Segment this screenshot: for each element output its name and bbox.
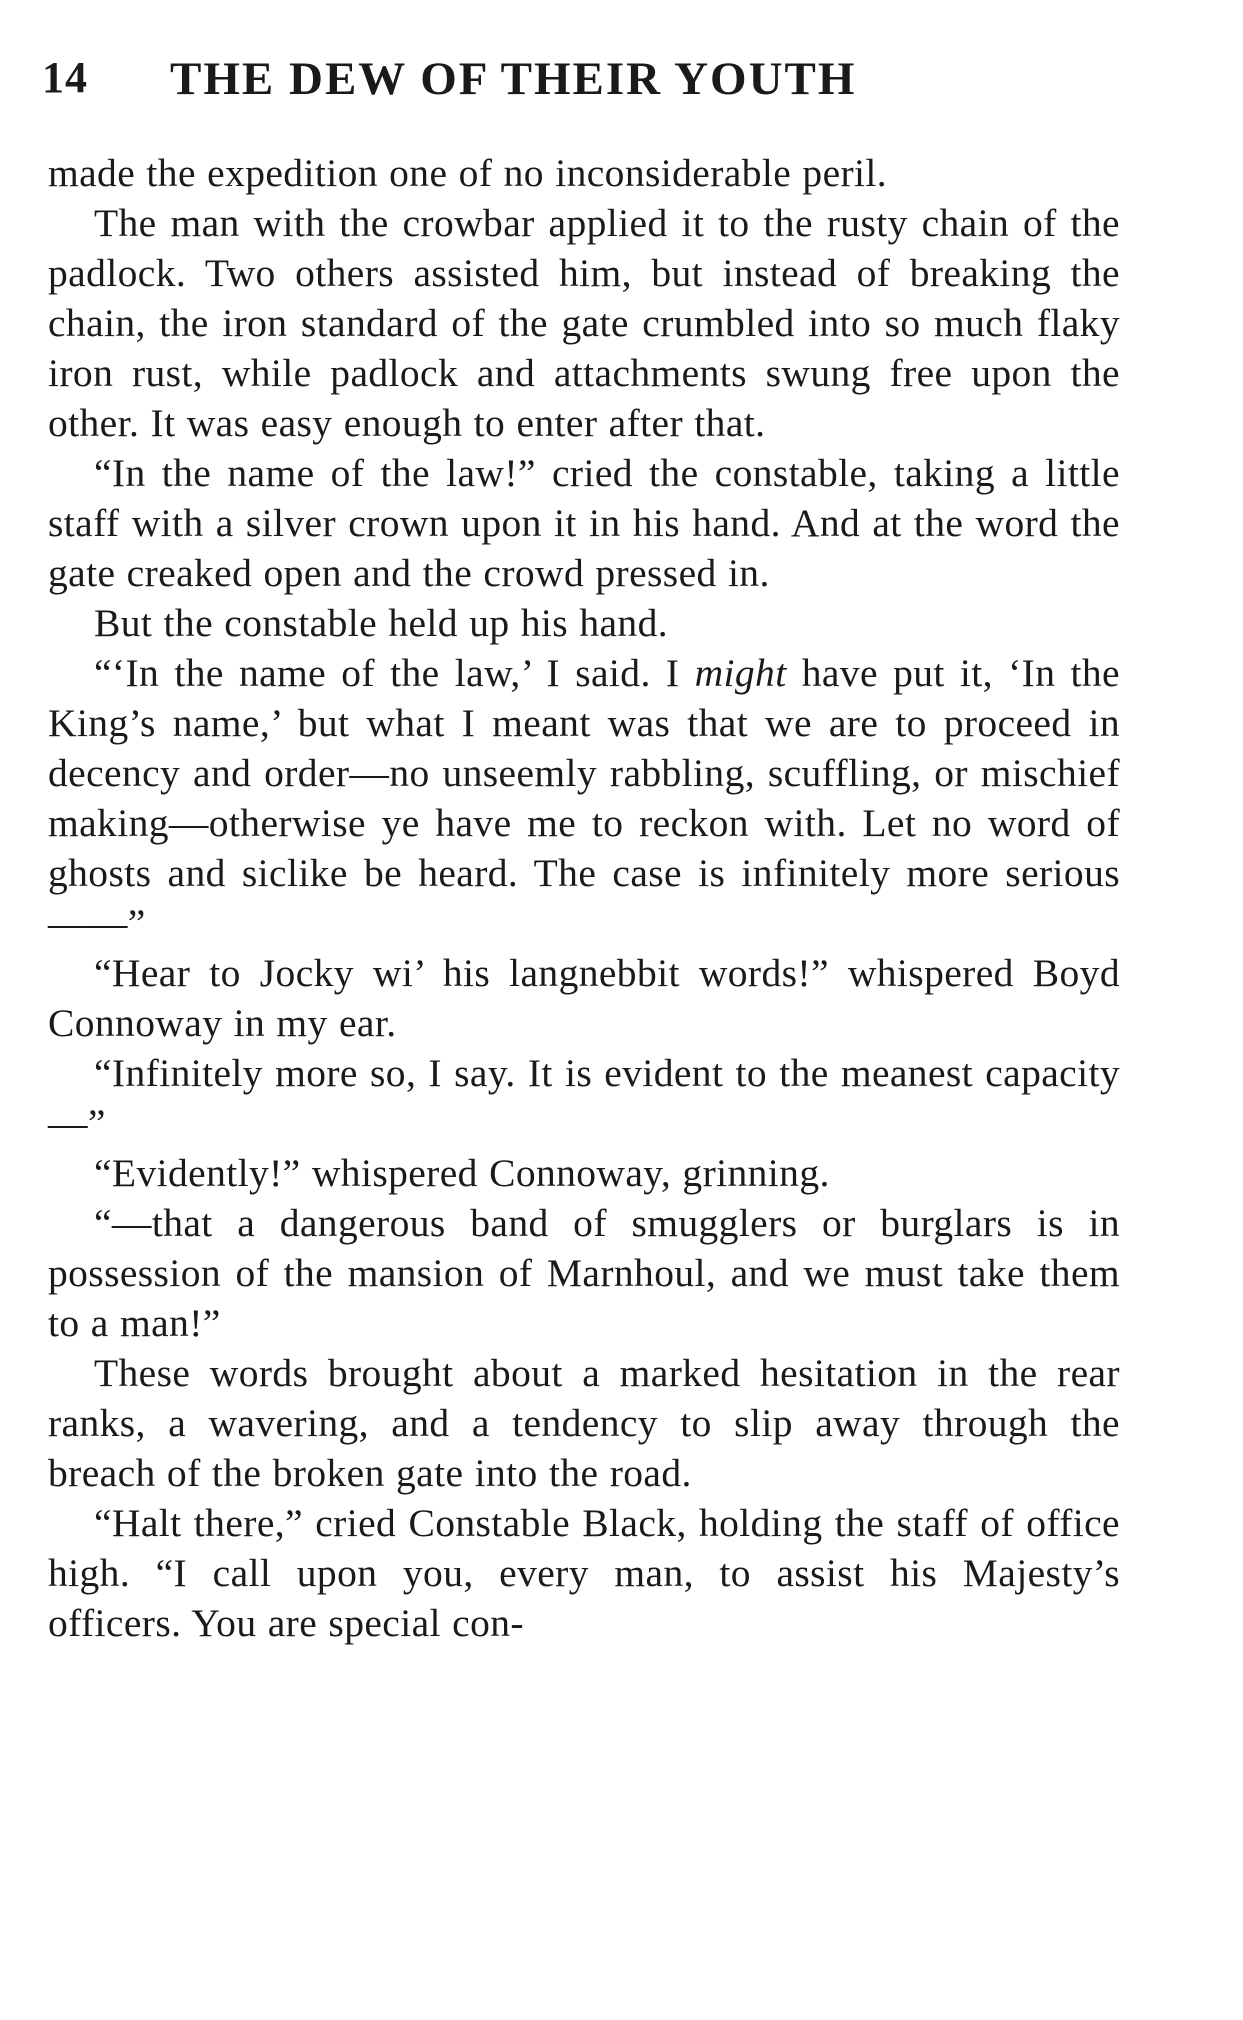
body-text <box>48 148 1120 1648</box>
paragraph: made the expedition one of no inconsiderable peril. <box>48 151 888 195</box>
paragraph-text: have put it, ‘In the King’s name,’ but what I meant was that we are to proceed in decency and order—no unseemly rabbling, scuffling, or mischief making—otherwise ye have me to reckon with. Let no word of ghosts and siclike be heard. The case is infinitely more serious——” <box>48 651 1120 945</box>
paragraph: “In the name of the law!” cried the constable, taking a little staff with a silver crown upon it in his hand. And at the word the gate creaked open and the crowd pressed in. <box>48 451 1120 595</box>
paragraph: But the constable held up his hand. <box>94 601 669 645</box>
paragraph: The man with the crowbar applied it to the rusty chain of the padlock. Two others assisted him, but instead of breaking the chain, the iron standard of the gate crumbled into so much flaky iron rust, while padlock and attachments swung free upon the other. It was easy enough to enter after that. <box>48 201 1120 445</box>
paragraph <box>48 648 1120 948</box>
paragraph: “Hear to Jocky wi’ his langnebbit words!” whispered Boyd Connoway in my ear. <box>48 951 1120 1045</box>
paragraph: “—that a dangerous band of smugglers or burglars is in possession of the mansion of Marnhoul, and we must take them to a man!” <box>48 1201 1120 1345</box>
emphasized-word: might <box>694 651 787 695</box>
paragraph-text: “‘In the name of the law,’ I said. I <box>94 651 695 695</box>
paragraph: These words brought about a marked hesitation in the rear ranks, a wavering, and a tendency to slip away through the breach of the broken gate into the road. <box>48 1351 1120 1495</box>
paragraph: “Evidently!” whispered Connoway, grinning. <box>94 1151 830 1195</box>
running-head <box>42 52 1122 112</box>
paragraph: “Halt there,” cried Constable Black, holding the staff of office high. “I call upon you, every man, to assist his Majesty’s officers. You are special con- <box>48 1501 1120 1645</box>
running-title: THE DEW OF THEIR YOUTH <box>170 53 857 105</box>
paragraph: “Infinitely more so, I say. It is evident to the meanest capacity—” <box>48 1051 1120 1145</box>
page-number: 14 <box>42 53 88 102</box>
